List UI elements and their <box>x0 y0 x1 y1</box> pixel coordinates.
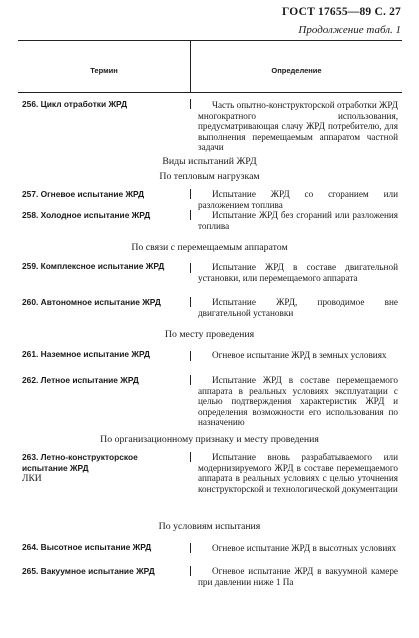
section-types: Виды испытаний ЖРД <box>162 156 257 167</box>
term-264: 264. Высотное испытание ЖРД <box>22 542 152 552</box>
definition-257: Испытание ЖРД со сгоранием или разложением топлива <box>198 189 398 210</box>
col-terms-header: Термин <box>90 66 118 75</box>
term-263: 263. Летно-конструкторское испытание ЖРД ЛКИ <box>22 452 138 484</box>
definition-256: Часть опытно-конструкторской отработки ЖРД многократного использования, предусматривающая слачу ЖРД потребителю, для выполнения перемещаемым аппаратом частной задачи <box>198 100 399 153</box>
term-258: 258. Холодное испытание ЖРД <box>22 210 151 220</box>
definition-265: Огневое испытание ЖРД в вакуумной камере при давлении ниже 1 Па <box>198 566 398 587</box>
document-code: ГОСТ 17655—89 С. 27 <box>282 6 401 18</box>
section-thermal: По тепловым нагрузкам <box>159 171 260 182</box>
definition-264: Огневое испытание ЖРД в высотных условиях <box>212 543 397 553</box>
term-262: 262. Летное испытание ЖРД <box>22 375 139 385</box>
term-265: 265. Вакуумное испытание ЖРД <box>22 566 155 576</box>
section-conditions: По условиям испытания <box>158 521 261 532</box>
term-260: 260. Автономное испытание ЖРД <box>22 297 161 307</box>
section-place: По месту проведения <box>164 329 255 340</box>
table-continuation: Продолжение табл. 1 <box>298 24 401 36</box>
section-link: По связи с перемещаемым аппаратом <box>131 242 288 253</box>
definition-259: Испытание ЖРД в составе двигательной установки, или перемещаемого аппарата <box>198 262 398 283</box>
section-org: По организационному признаку и месту проведения <box>100 434 319 445</box>
term-261: 261. Наземное испытание ЖРД <box>22 349 150 359</box>
definition-258: Испытание ЖРД без сгораний или разложения топлива <box>198 210 398 231</box>
definition-262: Испытание ЖРД в составе перемещаемого аппарата в реальных условиях эксплуатации с целью подтверждения характеристик ЖРД и определения возможности его использования по назначению <box>198 375 398 428</box>
term-257: 257. Огневое испытание ЖРД <box>22 189 145 199</box>
definition-260: Испытание ЖРД, проводимое вне двигательной установки <box>198 297 398 318</box>
term-263-abbr: ЛКИ <box>22 474 42 484</box>
term-256: 256. Цикл отработки ЖРД <box>22 99 128 109</box>
definition-263: Испытание вновь разрабатываемого или модернизируемого ЖРД в составе перемещаемого аппарата в реальных условиях с целью уточнения конструкторской и технологической документации <box>198 452 398 494</box>
term-259: 259. Комплексное испытание ЖРД <box>22 261 165 271</box>
definition-261: Огневое испытание ЖРД в земных условиях <box>212 350 387 360</box>
col-definitions-header: Определение <box>271 66 322 75</box>
